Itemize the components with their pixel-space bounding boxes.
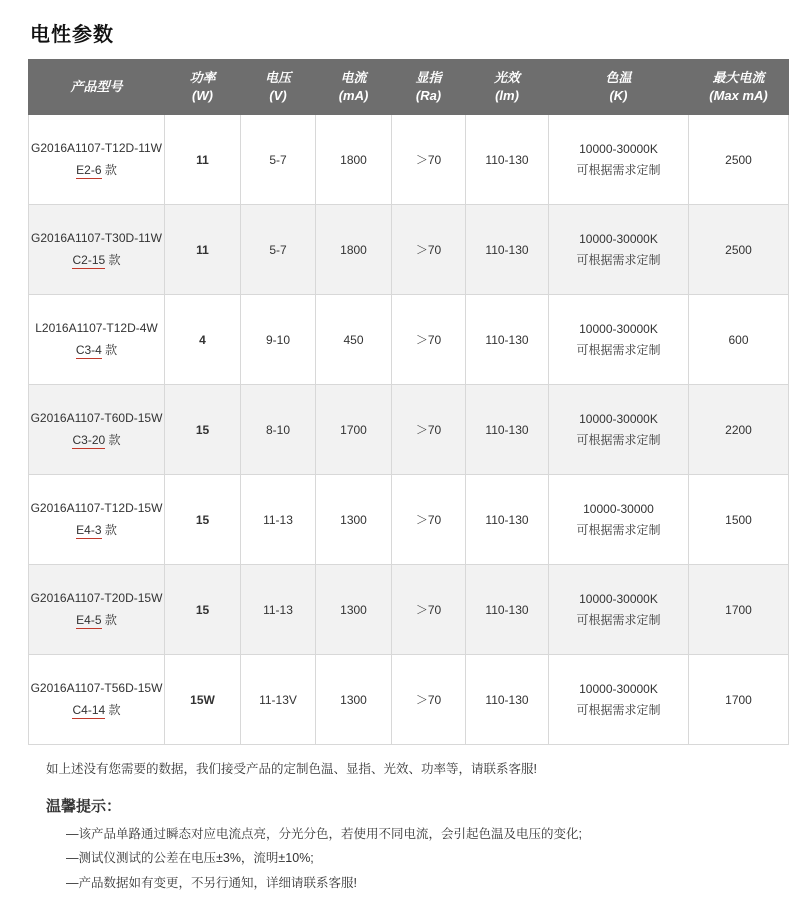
col-header-model-name: 产品型号 xyxy=(70,79,123,95)
col-header-current-name: 电流 xyxy=(340,70,367,86)
page-title: 电性参数 xyxy=(30,24,114,46)
cell-efficacy: 110-130 xyxy=(466,385,549,475)
model-suffix: C3-4 xyxy=(75,342,102,357)
cell-model xyxy=(29,475,165,565)
cell-voltage: 5-7 xyxy=(241,205,316,295)
model-suffix: E4-3 xyxy=(76,522,102,537)
model-suffix: C4-14 xyxy=(72,702,106,717)
list-item: —产品数据如有变更，不另行通知，详细请联系客服! xyxy=(66,875,357,890)
list-item: —测试仪测试的公差在电压±3%，流明±10%; xyxy=(66,851,314,866)
cct-range: 10000-30000K xyxy=(579,592,658,607)
cell-model xyxy=(29,295,165,385)
cell-max-current: 1500 xyxy=(689,475,789,565)
col-header-efficacy-name: 光效 xyxy=(493,70,520,86)
cell-cri: ＞70 xyxy=(392,565,466,655)
cell-current: 1800 xyxy=(316,115,392,205)
col-header-current-unit: (mA) xyxy=(338,88,369,103)
col-header-voltage-unit: (V) xyxy=(269,88,287,103)
cct-custom-note: 可根据需求定制 xyxy=(576,522,661,537)
cell-max-current: 2500 xyxy=(689,205,789,295)
cell-cri: ＞70 xyxy=(392,655,466,745)
cct-custom-note: 可根据需求定制 xyxy=(576,252,661,267)
model-suffix-tail: 款 xyxy=(101,162,117,177)
model-suffix: C3-20 xyxy=(72,432,106,447)
model-suffix-tail: 款 xyxy=(101,522,117,537)
electrical-parameters-table xyxy=(28,59,789,745)
cell-voltage: 8-10 xyxy=(241,385,316,475)
cell-current: 1300 xyxy=(316,655,392,745)
col-header-efficacy-unit: (lm) xyxy=(495,88,519,103)
model-suffix: E2-6 xyxy=(76,162,102,177)
cell-max-current: 600 xyxy=(689,295,789,385)
model-suffix-tail: 款 xyxy=(105,702,121,717)
cell-cct xyxy=(549,655,689,745)
cell-efficacy: 110-130 xyxy=(466,115,549,205)
model-code: G2016A1107-T56D-15W xyxy=(30,681,163,696)
cell-cct xyxy=(549,565,689,655)
table-row xyxy=(29,475,789,565)
col-header-cri-unit: (Ra) xyxy=(415,88,442,103)
col-header-power-name: 功率 xyxy=(189,70,216,86)
cct-custom-note: 可根据需求定制 xyxy=(576,162,661,177)
cell-power: 15W xyxy=(165,655,241,745)
cell-cri: ＞70 xyxy=(392,295,466,385)
table-body xyxy=(29,115,789,745)
cct-range: 10000-30000K xyxy=(579,682,658,697)
cell-power: 15 xyxy=(165,565,241,655)
model-suffix-tail: 款 xyxy=(105,432,121,447)
table-row xyxy=(29,295,789,385)
cell-cct xyxy=(549,385,689,475)
col-header-current xyxy=(316,60,392,115)
customization-note: 如上述没有您需要的数据，我们接受产品的定制色温、显指、光效、功率等，请联系客服! xyxy=(46,762,537,776)
model-code: G2016A1107-T12D-11W xyxy=(31,141,162,156)
cell-power: 11 xyxy=(165,115,241,205)
col-header-efficacy xyxy=(466,60,549,115)
cell-efficacy: 110-130 xyxy=(466,565,549,655)
col-header-max-current-unit: (Max mA) xyxy=(709,88,768,103)
cell-efficacy: 110-130 xyxy=(466,655,549,745)
cct-custom-note: 可根据需求定制 xyxy=(576,612,661,627)
col-header-cri xyxy=(392,60,466,115)
tips-title: 温馨提示： xyxy=(46,798,122,815)
model-code: G2016A1107-T12D-15W xyxy=(30,501,163,516)
cell-model xyxy=(29,115,165,205)
col-header-power xyxy=(165,60,241,115)
col-header-model xyxy=(29,60,165,115)
cct-range: 10000-30000K xyxy=(579,412,658,427)
cell-efficacy: 110-130 xyxy=(466,295,549,385)
cell-model xyxy=(29,385,165,475)
model-suffix-tail: 款 xyxy=(105,252,121,267)
cct-range: 10000-30000K xyxy=(579,322,658,337)
cell-voltage: 5-7 xyxy=(241,115,316,205)
table-row xyxy=(29,565,789,655)
model-suffix: E4-5 xyxy=(76,612,102,627)
cell-cri: ＞70 xyxy=(392,115,466,205)
table-header-row xyxy=(29,60,789,115)
model-code: G2016A1107-T30D-11W xyxy=(31,231,162,246)
cell-power: 11 xyxy=(165,205,241,295)
cell-model xyxy=(29,655,165,745)
cell-voltage: 9-10 xyxy=(241,295,316,385)
cell-current: 450 xyxy=(316,295,392,385)
cell-power: 15 xyxy=(165,475,241,565)
model-code: L2016A1107-T12D-4W xyxy=(35,321,158,336)
col-header-voltage xyxy=(241,60,316,115)
cell-current: 1300 xyxy=(316,565,392,655)
cell-model xyxy=(29,565,165,655)
cell-max-current: 1700 xyxy=(689,565,789,655)
table-row xyxy=(29,655,789,745)
col-header-cri-name: 显指 xyxy=(415,70,442,86)
col-header-power-unit: (W) xyxy=(192,88,213,103)
cell-voltage: 11-13 xyxy=(241,565,316,655)
model-code: G2016A1107-T60D-15W xyxy=(30,411,163,426)
table-row xyxy=(29,205,789,295)
cell-power: 15 xyxy=(165,385,241,475)
tips-list xyxy=(66,822,762,895)
cell-current: 1800 xyxy=(316,205,392,295)
cell-cri: ＞70 xyxy=(392,475,466,565)
list-item: —该产品单路通过瞬态对应电流点亮，分光分色，若使用不同电流，会引起色温及电压的变化; xyxy=(66,827,582,841)
cell-current: 1300 xyxy=(316,475,392,565)
model-code: G2016A1107-T20D-15W xyxy=(30,591,163,606)
cell-cct xyxy=(549,295,689,385)
cct-custom-note: 可根据需求定制 xyxy=(576,432,661,447)
cell-cri: ＞70 xyxy=(392,385,466,475)
cell-cct xyxy=(549,115,689,205)
cell-current: 1700 xyxy=(316,385,392,475)
model-suffix-tail: 款 xyxy=(101,342,118,357)
cell-cri: ＞70 xyxy=(392,205,466,295)
cell-max-current: 2200 xyxy=(689,385,789,475)
col-header-cct-unit: (K) xyxy=(609,88,628,103)
table-header xyxy=(29,60,789,115)
col-header-voltage-name: 电压 xyxy=(264,70,291,86)
cell-max-current: 2500 xyxy=(689,115,789,205)
cct-range: 10000-30000K xyxy=(579,232,658,247)
table-row xyxy=(29,115,789,205)
col-header-cct-name: 色温 xyxy=(605,70,632,86)
model-suffix: C2-15 xyxy=(72,252,106,267)
cct-custom-note: 可根据需求定制 xyxy=(576,702,661,717)
col-header-max-current-name: 最大电流 xyxy=(712,70,765,86)
cell-power: 4 xyxy=(165,295,241,385)
col-header-cct xyxy=(549,60,689,115)
cell-cct xyxy=(549,475,689,565)
cell-voltage: 11-13 xyxy=(241,475,316,565)
table-row xyxy=(29,385,789,475)
col-header-max-current xyxy=(689,60,789,115)
cct-range: 10000-30000 xyxy=(583,502,654,517)
cell-model xyxy=(29,205,165,295)
cct-range: 10000-30000K xyxy=(579,142,658,157)
cell-cct xyxy=(549,205,689,295)
cell-efficacy: 110-130 xyxy=(466,205,549,295)
model-suffix-tail: 款 xyxy=(101,612,117,627)
cell-max-current: 1700 xyxy=(689,655,789,745)
cell-voltage: 11-13V xyxy=(241,655,316,745)
cell-efficacy: 110-130 xyxy=(466,475,549,565)
cct-custom-note: 可根据需求定制 xyxy=(576,342,661,357)
